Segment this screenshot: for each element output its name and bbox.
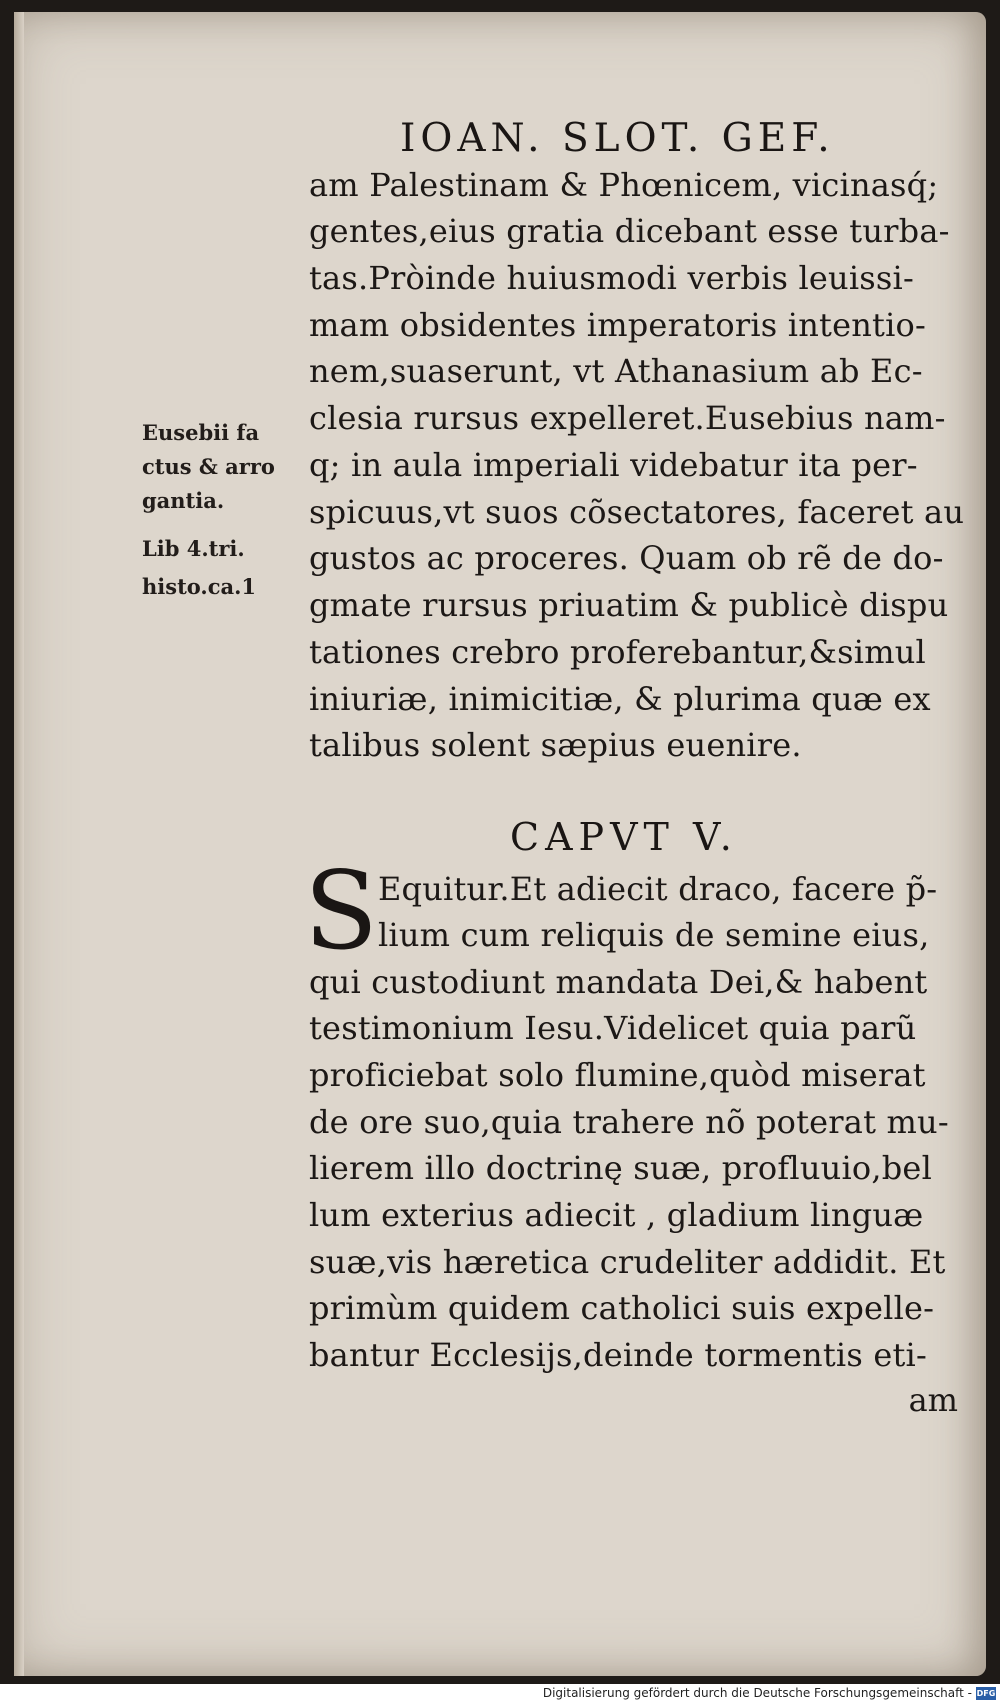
text-line: lium cum reliquis de semine eius, [378, 916, 930, 954]
text-line: gustos ac proceres. Quam ob rẽ de do- [309, 539, 944, 577]
text-line: talibus solent sæpius euenire. [309, 726, 802, 764]
text-line: Equitur.Et adiecit draco, facere p̃- [378, 870, 938, 908]
text-line: proficiebat solo flumine,quòd miserat [309, 1056, 926, 1094]
text-line: mam obsidentes imperatoris intentio- [309, 306, 927, 344]
text-line: gmate rursus priuatim & publicè dispu [309, 586, 949, 624]
running-head: IOAN. SLOT. GEF. [400, 116, 835, 161]
text-line: clesia rursus expelleret.Eusebius nam- [309, 399, 946, 437]
dfg-logo-icon: DFG [976, 1689, 996, 1698]
margin-note: Eusebii fa [142, 420, 260, 445]
chapter-heading: CAPVT V. [510, 815, 738, 859]
text-line: iniuriæ, inimicitiæ, & plurima quæ ex [309, 680, 931, 718]
page-edge [14, 12, 24, 1676]
text-line: suæ,vis hæretica crudeliter addidit. Et [309, 1243, 946, 1281]
margin-note: Lib 4.tri. [142, 536, 245, 561]
text-line: primùm quidem catholici suis expelle- [309, 1289, 935, 1327]
text-line: q; in aula imperiali videbatur ita per- [309, 446, 918, 484]
text-line: am Palestinam & Phœnicem, vicinasq́; [309, 166, 939, 204]
catchword: am [908, 1381, 958, 1419]
text-line: tationes crebro proferebantur,&simul [309, 633, 926, 671]
text-line: de ore suo,quia trahere nõ poterat mu- [309, 1103, 949, 1141]
text-line: testimonium Iesu.Videlicet quia parũ [309, 1009, 917, 1047]
margin-note: ctus & arro [142, 454, 275, 479]
funding-credit: Digitalisierung gefördert durch die Deutsche Forschungsgemeinschaft - [542, 1686, 972, 1700]
margin-note: histo.ca.1 [142, 574, 257, 599]
text-line: nem,suaserunt, vt Athanasium ab Ec- [309, 352, 923, 390]
drop-cap: S [304, 849, 378, 974]
text-line: qui custodiunt mandata Dei,& habent [309, 963, 928, 1001]
text-line: lierem illo doctrinę suæ, profluuio,bel [309, 1149, 933, 1187]
text-line: gentes,eius gratia dicebant esse turba- [309, 212, 950, 250]
text-line: tas.Pròinde huiusmodi verbis leuissi- [309, 259, 914, 297]
margin-note: gantia. [142, 488, 225, 513]
text-line: bantur Ecclesijs,deinde tormentis eti- [309, 1336, 927, 1374]
text-line: lum exterius adiecit , gladium linguæ [309, 1196, 924, 1234]
text-line: spicuus,vt suos cõsectatores, faceret au [309, 493, 965, 531]
